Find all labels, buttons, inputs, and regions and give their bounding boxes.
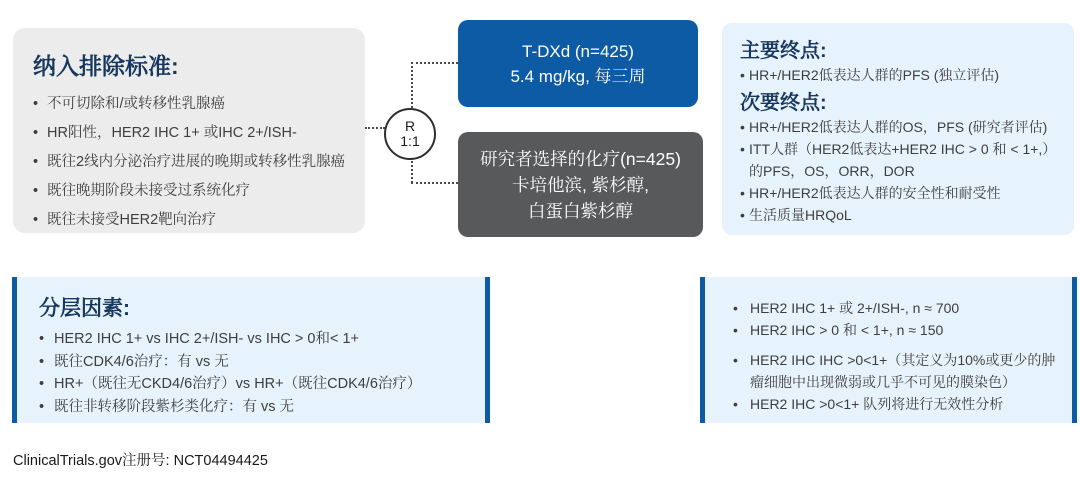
stratification-bullet — [39, 328, 477, 351]
chemo-arm-box — [458, 132, 703, 237]
bullet-icon: • — [733, 396, 738, 412]
connector-to-chemo-arm — [411, 182, 458, 184]
secondary-endpoint-text: HR+/HER2低表达人群的OS，PFS (研究者评估) — [749, 119, 1048, 135]
inclusion-bullet-text: 不可切除和/或转移性乳腺癌 — [47, 96, 226, 112]
endpoints-panel — [722, 23, 1074, 235]
tdxd-arm-box — [458, 20, 698, 107]
inclusion-criteria-panel — [13, 28, 365, 233]
cohort-bullet — [733, 393, 1056, 415]
inclusion-bullet-text: 既往2线内分泌治疗进展的晚期或转移性乳腺癌 — [47, 154, 346, 170]
stratification-bullet-text: HER2 IHC 1+ vs IHC 2+/ISH- vs IHC > 0和< 1+ — [54, 331, 360, 347]
stratification-bullet — [39, 373, 477, 396]
inclusion-bullet — [33, 177, 357, 206]
secondary-endpoint-bullet — [740, 138, 1062, 182]
inclusion-bullet — [33, 119, 357, 148]
bullet-icon: • — [39, 353, 45, 370]
chemo-arm-drugs-line1: 卡培他滨, 紫杉醇, — [511, 174, 650, 195]
bullet-icon: • — [733, 352, 738, 368]
cohort-bullet — [733, 297, 1056, 319]
secondary-endpoint-text: 生活质量HRQoL — [749, 207, 852, 223]
stratification-title: 分层因素: — [39, 297, 130, 320]
secondary-endpoint-bullet — [740, 204, 1062, 226]
cohort-group-divider — [733, 341, 1056, 349]
primary-endpoint-bullet — [740, 64, 1062, 86]
cohort-bullet — [733, 319, 1056, 341]
secondary-endpoint-bullet — [740, 182, 1062, 204]
inclusion-bullet — [33, 90, 357, 119]
stratification-bullet-text: 既往非转移阶段紫杉类化疗：有 vs 无 — [54, 398, 295, 415]
bullet-icon: • — [740, 141, 745, 157]
primary-endpoint-text: HR+/HER2低表达人群的PFS (独立评估) — [749, 67, 1000, 83]
stratification-bullet-text: 既往CDK4/6治疗：有 vs 无 — [54, 353, 229, 370]
inclusion-bullet-text: 既往晚期阶段未接受过系统化疗 — [47, 183, 250, 199]
stratification-panel — [12, 277, 490, 423]
connector-to-tdxd-arm — [411, 62, 458, 64]
bullet-icon: • — [33, 96, 39, 112]
chemo-arm-drugs-line2: 白蛋白紫杉醇 — [528, 200, 633, 221]
secondary-endpoint-bullet — [740, 116, 1062, 138]
cohort-bullet-text: HER2 IHC > 0 和 < 1+, n ≈ 150 — [750, 322, 944, 338]
bullet-icon: • — [733, 322, 738, 338]
cohort-bullet-text: HER2 IHC IHC >0<1+（其定义为10%或更少的肿瘤细胞中出现微弱或几乎不可见的膜染色） — [750, 352, 1056, 390]
bullet-icon: • — [33, 212, 39, 228]
secondary-endpoint-text: ITT人群（HER2低表达+HER2 IHC > 0 和 < 1+,）的PFS，OS，ORR，DOR — [749, 141, 1057, 179]
cohort-bullet — [733, 349, 1056, 393]
inclusion-bullet — [33, 148, 357, 177]
inclusion-bullet — [33, 206, 357, 233]
randomization-ratio: 1:1 — [400, 133, 420, 149]
tdxd-arm-dose: 5.4 mg/kg, 每三周 — [510, 66, 646, 86]
inclusion-bullet-text: HR阳性，HER2 IHC 1+ 或IHC 2+/ISH- — [47, 125, 297, 141]
footer-registry: ClinicalTrials.gov注册号: NCT04494425 — [13, 453, 268, 469]
randomization-circle — [384, 108, 436, 160]
bullet-icon: • — [39, 331, 45, 347]
bullet-icon: • — [39, 376, 45, 392]
bullet-icon: • — [733, 300, 738, 316]
chemo-arm-name: 研究者选择的化疗(n=425) — [480, 148, 681, 169]
cohort-bullet-text: HER2 IHC >0<1+ 队列将进行无效性分析 — [750, 396, 1004, 412]
stratification-bullet-text: HR+（既往无CKD4/6治疗）vs HR+（既往CDK4/6治疗） — [54, 376, 422, 392]
cohort-panel — [700, 277, 1077, 423]
randomization-label: R — [404, 118, 416, 134]
connector-randomization-down — [411, 156, 413, 183]
stratification-bullet — [39, 351, 477, 374]
bullet-icon: • — [33, 154, 39, 170]
primary-endpoints-title: 主要终点: — [740, 40, 827, 62]
secondary-endpoints-title: 次要终点: — [740, 92, 827, 114]
connector-criteria-to-randomization — [365, 127, 385, 129]
tdxd-arm-name: T-DXd (n=425) — [522, 41, 634, 61]
connector-randomization-up — [411, 62, 413, 108]
inclusion-criteria-title: 纳入排除标准: — [33, 53, 179, 79]
stratification-bullet — [39, 396, 477, 419]
inclusion-bullet-text: 既往未接受HER2靶向治疗 — [47, 212, 217, 228]
bullet-icon: • — [740, 67, 745, 83]
secondary-endpoint-text: HR+/HER2低表达人群的安全性和耐受性 — [749, 185, 1001, 201]
bullet-icon: • — [33, 183, 39, 199]
bullet-icon: • — [39, 398, 45, 415]
bullet-icon: • — [740, 207, 745, 223]
bullet-icon: • — [33, 125, 39, 141]
bullet-icon: • — [740, 185, 745, 201]
bullet-icon: • — [740, 119, 745, 135]
cohort-bullet-text: HER2 IHC 1+ 或 2+/ISH-, n ≈ 700 — [750, 300, 960, 316]
